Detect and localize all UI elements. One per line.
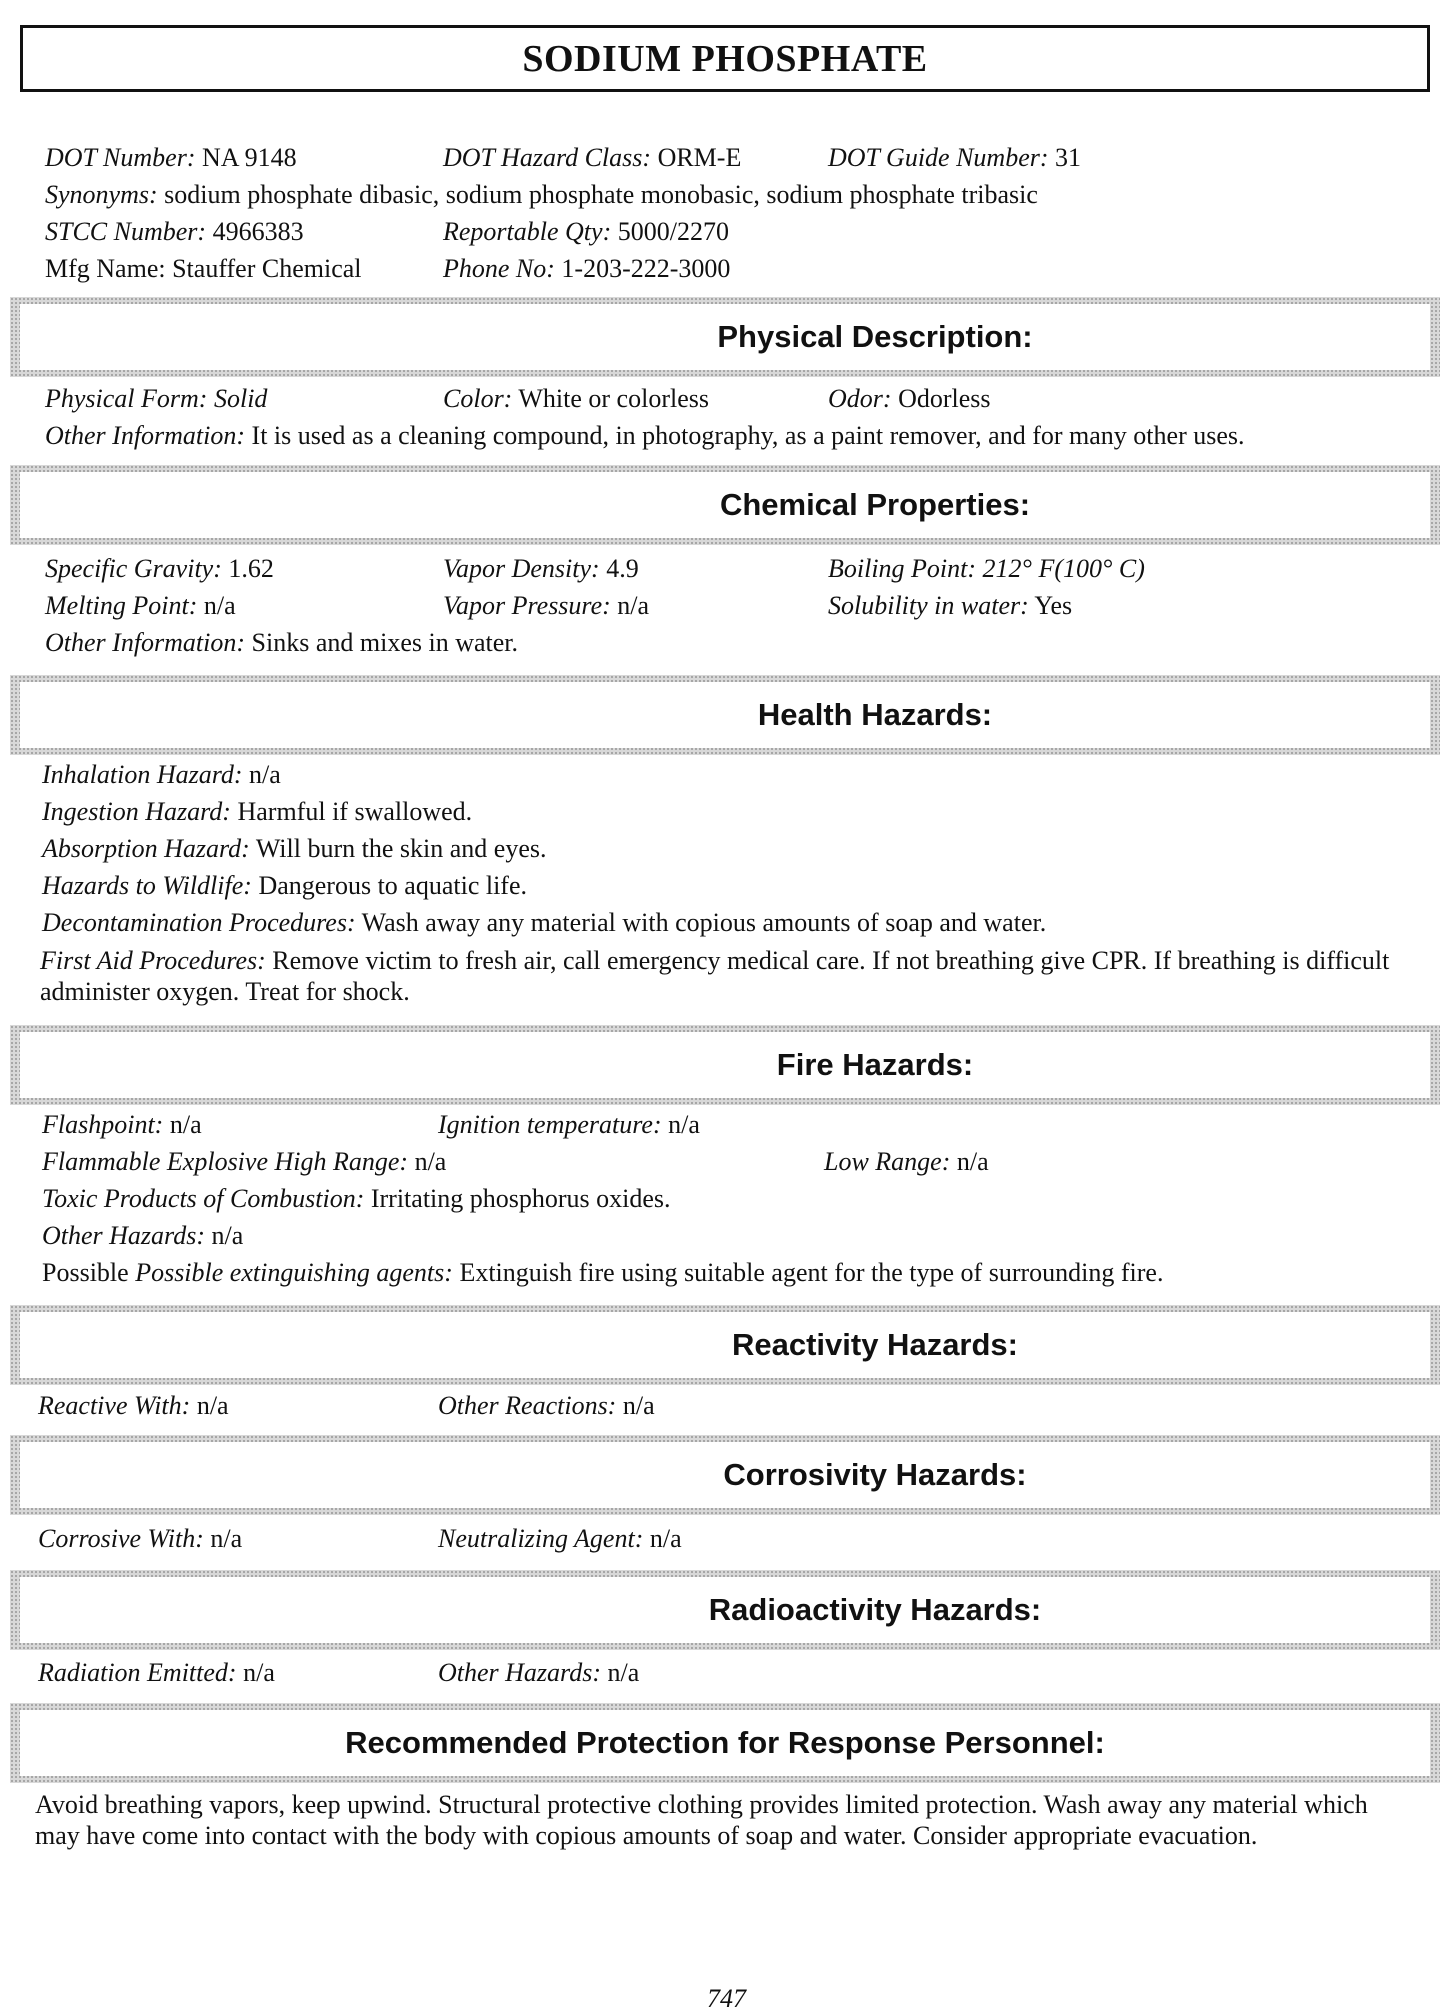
decontamination-label: Decontamination Procedures: <box>42 908 356 937</box>
wildlife-field <box>42 871 527 901</box>
radio-other-hazards-field <box>438 1658 639 1688</box>
radioactivity-hazards-header-inner <box>20 1577 1430 1643</box>
melting-point-field <box>45 591 236 621</box>
protection-text: Avoid breathing vapors, keep upwind. Structural protective clothing provides limited protection. Wash away any material which may have come into contact with the body with copious amounts of soap and water. Consider appropriate evacuation. <box>35 1790 1368 1850</box>
fire-hazards-header <box>10 1025 1440 1105</box>
first-aid-label: First Aid Procedures: <box>40 946 266 975</box>
inhalation-field <box>42 760 281 790</box>
synonyms-label: Synonyms: <box>45 180 158 209</box>
chemical-other-label: Other Information: <box>45 628 246 657</box>
ignition-field <box>438 1110 700 1140</box>
inhalation-label: Inhalation Hazard: <box>42 760 243 789</box>
dot-guide-number-field <box>828 143 1081 173</box>
corrosivity-hazards-header-inner <box>20 1442 1430 1508</box>
ingestion-field <box>42 797 472 827</box>
vapor-pressure-label: Vapor Pressure: <box>443 591 611 620</box>
solubility-label: Solubility in water: <box>828 591 1029 620</box>
reportable-qty-value: 5000/2270 <box>617 217 729 246</box>
reactivity-hazards-header <box>10 1305 1440 1385</box>
toxic-products-field <box>42 1184 671 1214</box>
reactivity-hazards-heading: Reactivity Hazards: <box>731 1327 1018 1362</box>
physical-form-value: Solid <box>213 384 268 413</box>
corrosive-with-value: n/a <box>210 1524 243 1553</box>
health-hazards-header-inner <box>20 682 1430 748</box>
health-hazards-heading: Health Hazards: <box>757 697 993 732</box>
phone-no-value: 1-203-222-3000 <box>561 254 731 283</box>
reactive-with-value: n/a <box>196 1391 229 1420</box>
reportable-qty-label: Reportable Qty: <box>443 217 612 246</box>
extinguishing-prefix: Possible <box>42 1258 129 1287</box>
ingestion-label: Ingestion Hazard: <box>42 797 231 826</box>
physical-description-header <box>10 297 1440 377</box>
dot-guide-number-value: 31 <box>1055 143 1082 172</box>
other-reactions-label: Other Reactions: <box>438 1391 617 1420</box>
low-range-label: Low Range: <box>824 1147 951 1176</box>
decontamination-value: Wash away any material with copious amounts of soap and water. <box>361 908 1047 937</box>
flashpoint-value: n/a <box>169 1110 202 1139</box>
health-hazards-header <box>10 675 1440 755</box>
synonyms-field <box>45 180 1038 210</box>
melting-point-value: n/a <box>203 591 236 620</box>
inhalation-value: n/a <box>249 760 281 789</box>
fire-hazards-heading: Fire Hazards: <box>776 1047 974 1082</box>
other-reactions-field <box>438 1391 655 1421</box>
dot-number-label: DOT Number: <box>45 143 196 172</box>
reactive-with-label: Reactive With: <box>38 1391 191 1420</box>
chemical-properties-header <box>10 465 1440 545</box>
dot-hazard-class-value: ORM-E <box>657 143 742 172</box>
phone-no-label: Phone No: <box>443 254 555 283</box>
wildlife-value: Dangerous to aquatic life. <box>258 871 528 900</box>
fire-other-hazards-label: Other Hazards: <box>42 1221 205 1250</box>
radiation-emitted-label: Radiation Emitted: <box>38 1658 237 1687</box>
odor-value: Odorless <box>898 384 991 413</box>
boiling-point-value: 212° F(100° C) <box>982 554 1145 583</box>
page-number: 747 <box>707 1984 746 2013</box>
vapor-pressure-value: n/a <box>617 591 650 620</box>
physical-description-header-inner <box>20 304 1430 370</box>
solubility-field <box>828 591 1072 621</box>
mfg-name-label: Mfg Name: <box>45 254 166 283</box>
reactive-with-field <box>38 1391 229 1421</box>
reportable-qty-field <box>443 217 729 247</box>
ignition-label: Ignition temperature: <box>438 1110 662 1139</box>
color-field <box>443 384 709 414</box>
specific-gravity-label: Specific Gravity: <box>45 554 222 583</box>
stcc-number-value: 4966383 <box>212 217 304 246</box>
odor-label: Odor: <box>828 384 892 413</box>
specific-gravity-field <box>45 554 274 584</box>
radiation-emitted-value: n/a <box>243 1658 275 1687</box>
low-range-field <box>824 1147 989 1177</box>
absorption-field <box>42 834 546 864</box>
corrosivity-hazards-heading: Corrosivity Hazards: <box>723 1457 1027 1492</box>
boiling-point-field <box>828 554 1145 584</box>
extinguishing-field <box>42 1258 1163 1288</box>
toxic-products-value: Irritating phosphorus oxides. <box>370 1184 671 1213</box>
first-aid-field <box>40 945 1420 1007</box>
wildlife-label: Hazards to Wildlife: <box>42 871 252 900</box>
extinguishing-value: Extinguish fire using suitable agent for the type of surrounding fire. <box>459 1258 1164 1287</box>
protection-header-inner <box>20 1710 1430 1776</box>
radio-other-hazards-value: n/a <box>607 1658 640 1687</box>
corrosive-with-label: Corrosive With: <box>38 1524 204 1553</box>
toxic-products-label: Toxic Products of Combustion: <box>42 1184 365 1213</box>
fire-hazards-header-inner <box>20 1032 1430 1098</box>
radiation-emitted-field <box>38 1658 275 1688</box>
physical-other-label: Other Information: <box>45 421 246 450</box>
boiling-point-label: Boiling Point: <box>828 554 977 583</box>
chemical-other-value: Sinks and mixes in water. <box>251 628 519 657</box>
fire-other-hazards-value: n/a <box>211 1221 244 1250</box>
physical-other-value: It is used as a cleaning compound, in photography, as a paint remover, and for many other uses. <box>251 421 1245 450</box>
radio-other-hazards-label: Other Hazards: <box>438 1658 601 1687</box>
neutralizing-agent-label: Neutralizing Agent: <box>438 1524 644 1553</box>
physical-form-field <box>45 384 267 414</box>
ingestion-value: Harmful if swallowed. <box>237 797 473 826</box>
corrosivity-hazards-header <box>10 1435 1440 1515</box>
dot-guide-number-label: DOT Guide Number: <box>828 143 1049 172</box>
flashpoint-field <box>42 1110 202 1140</box>
chemical-other-field <box>45 628 518 658</box>
physical-description-heading: Physical Description: <box>717 319 1033 354</box>
dot-hazard-class-field <box>443 143 741 173</box>
title-box <box>20 25 1430 92</box>
corrosive-with-field <box>38 1524 242 1554</box>
protection-header <box>10 1703 1440 1783</box>
high-range-field <box>42 1147 446 1177</box>
phone-no-field <box>443 254 730 284</box>
low-range-value: n/a <box>956 1147 989 1176</box>
vapor-density-label: Vapor Density: <box>443 554 600 583</box>
neutralizing-agent-value: n/a <box>649 1524 682 1553</box>
page-title: SODIUM PHOSPHATE <box>522 37 928 80</box>
absorption-label: Absorption Hazard: <box>42 834 250 863</box>
vapor-density-field <box>443 554 639 584</box>
extinguishing-label: Possible extinguishing agents: <box>135 1258 453 1287</box>
dot-number-field <box>45 143 297 173</box>
radioactivity-hazards-heading: Radioactivity Hazards: <box>708 1592 1042 1627</box>
fire-other-hazards-field <box>42 1221 243 1251</box>
solubility-value: Yes <box>1034 591 1073 620</box>
specific-gravity-value: 1.62 <box>228 554 274 583</box>
other-reactions-value: n/a <box>622 1391 655 1420</box>
mfg-name-value: Stauffer Chemical <box>172 254 362 283</box>
flashpoint-label: Flashpoint: <box>42 1110 164 1139</box>
neutralizing-agent-field <box>438 1524 682 1554</box>
ignition-value: n/a <box>668 1110 700 1139</box>
dot-number-value: NA 9148 <box>201 143 297 172</box>
color-value: White or colorless <box>518 384 709 413</box>
high-range-label: Flammable Explosive High Range: <box>42 1147 409 1176</box>
stcc-number-field <box>45 217 304 247</box>
absorption-value: Will burn the skin and eyes. <box>255 834 547 863</box>
radioactivity-hazards-header <box>10 1570 1440 1650</box>
dot-hazard-class-label: DOT Hazard Class: <box>443 143 652 172</box>
stcc-number-label: STCC Number: <box>45 217 207 246</box>
protection-heading: Recommended Protection for Response Personnel: <box>345 1725 1105 1760</box>
vapor-density-value: 4.9 <box>606 554 639 583</box>
odor-field <box>828 384 991 414</box>
decontamination-field <box>42 908 1046 938</box>
vapor-pressure-field <box>443 591 649 621</box>
chemical-properties-header-inner <box>20 472 1430 538</box>
color-label: Color: <box>443 384 513 413</box>
physical-other-field <box>45 421 1245 451</box>
synonyms-value: sodium phosphate dibasic, sodium phosphate monobasic, sodium phosphate tribasic <box>164 180 1038 209</box>
melting-point-label: Melting Point: <box>45 591 198 620</box>
high-range-value: n/a <box>414 1147 447 1176</box>
physical-form-label: Physical Form: <box>45 384 208 413</box>
first-aid-value: Remove victim to fresh air, call emergency medical care. If not breathing give CPR. If breathing is difficult administer oxygen. Treat for shock. <box>40 946 1390 1006</box>
mfg-name-field <box>45 254 362 284</box>
chemical-properties-heading: Chemical Properties: <box>719 487 1031 522</box>
reactivity-hazards-header-inner <box>20 1312 1430 1378</box>
